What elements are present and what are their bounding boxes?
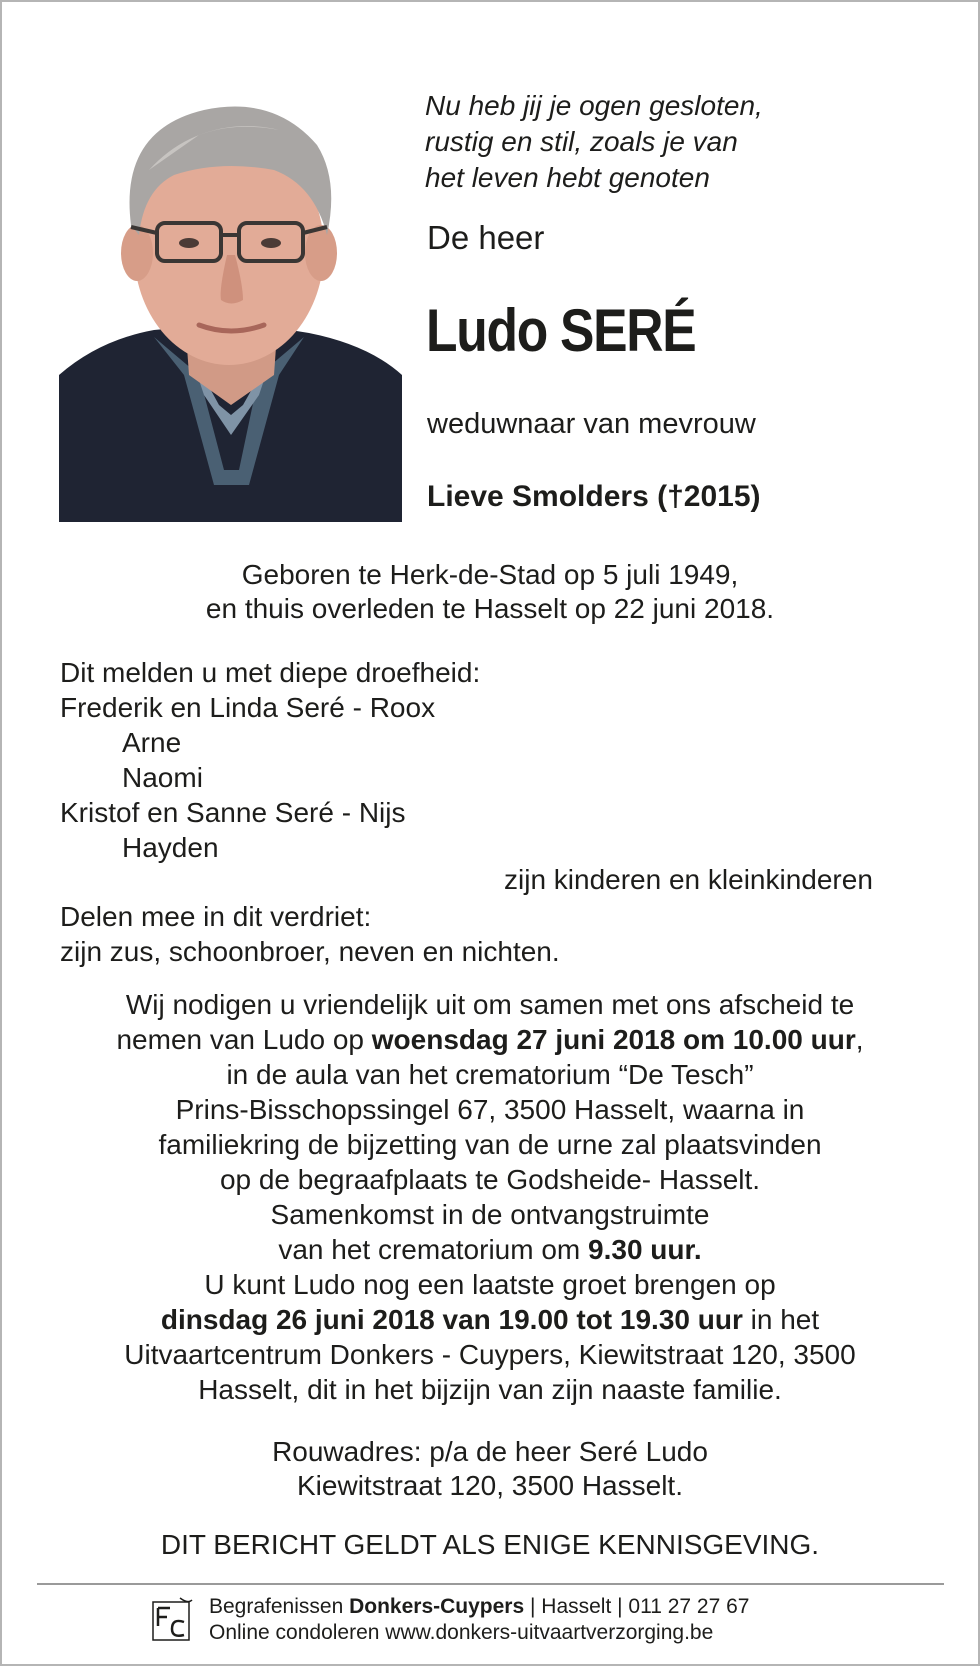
poem-line: Nu heb jij je ogen gesloten, bbox=[425, 90, 763, 121]
family-member: Kristof en Sanne Seré - Nijs bbox=[60, 797, 406, 828]
family-member: Arne bbox=[122, 727, 182, 758]
address-line: Kiewitstraat 120, 3500 Hasselt. bbox=[297, 1470, 683, 1501]
share-grief bbox=[60, 899, 940, 969]
honorific: De heer bbox=[427, 219, 545, 256]
footer-line-2: Online condoleren www.donkers-uitvaartverzorging.be bbox=[209, 1621, 714, 1644]
invite-line bbox=[2, 1232, 978, 1267]
family-member: Frederik en Linda Seré - Roox bbox=[60, 692, 436, 723]
invite-line: in de aula van het crematorium “De Tesch” bbox=[226, 1059, 754, 1090]
invite-text: nemen van Ludo op bbox=[116, 1024, 372, 1055]
gathering-time: 9.30 uur. bbox=[588, 1234, 702, 1265]
share-relatives: zijn zus, schoonbroer, neven en nichten. bbox=[60, 936, 560, 967]
share-intro: Delen mee in dit verdriet: bbox=[60, 901, 372, 932]
invite-line: op de begraafplaats te Godsheide- Hasselt. bbox=[219, 1164, 761, 1195]
invite-line: Uitvaartcentrum Donkers - Cuypers, Kiewitstraat 120, 3500 bbox=[124, 1339, 856, 1370]
footer-line-1 bbox=[209, 1594, 750, 1620]
invite-line: Prins-Bisschopssingel 67, 3500 Hasselt, waarna in bbox=[175, 1094, 805, 1125]
funeral-home-name: Donkers-Cuypers bbox=[349, 1595, 525, 1618]
portrait-photo bbox=[59, 75, 402, 522]
invite-text: , bbox=[855, 1024, 864, 1055]
widow-line: weduwnaar van mevrouw bbox=[427, 408, 756, 440]
funeral-home-logo-icon bbox=[150, 1596, 194, 1644]
family-member: Naomi bbox=[122, 762, 203, 793]
family-member: Hayden bbox=[122, 832, 219, 863]
invite-line: Wij nodigen u vriendelijk uit om samen met ons afscheid te bbox=[125, 989, 855, 1020]
invite-line bbox=[2, 1022, 978, 1057]
deceased-name: Ludo SERÉ bbox=[426, 297, 696, 364]
invite-line bbox=[2, 1302, 978, 1337]
footer-contact bbox=[209, 1594, 750, 1646]
portrait-image bbox=[59, 75, 402, 522]
footer-divider bbox=[37, 1583, 944, 1585]
spouse-name: Lieve Smolders (†2015) bbox=[427, 480, 761, 513]
invite-line: Samenkomst in de ontvangstruimte bbox=[270, 1199, 710, 1230]
invite-text: in het bbox=[742, 1304, 820, 1335]
died-line: en thuis overleden te Hasselt op 22 juni 2018. bbox=[205, 593, 775, 624]
invite-line: familiekring de bijzetting van de urne zal plaatsvinden bbox=[158, 1129, 822, 1160]
mourning-address bbox=[2, 1435, 978, 1503]
address-line: Rouwadres: p/a de heer Seré Ludo bbox=[272, 1436, 708, 1467]
born-line: Geboren te Herk-de-Stad op 5 juli 1949, bbox=[241, 559, 739, 590]
funeral-invitation bbox=[2, 987, 978, 1407]
family-announcement bbox=[60, 655, 940, 865]
relationship-note: zijn kinderen en kleinkinderen bbox=[504, 864, 873, 895]
poem bbox=[425, 88, 945, 196]
visitation-date: dinsdag 26 juni 2018 van 19.00 tot 19.30 uur bbox=[160, 1304, 743, 1335]
ceremony-date: woensdag 27 juni 2018 om 10.00 uur bbox=[371, 1024, 856, 1055]
footer-text: | Hasselt | 011 27 27 67 bbox=[524, 1595, 750, 1618]
invite-text: van het crematorium om bbox=[278, 1234, 589, 1265]
notice-statement: DIT BERICHT GELDT ALS ENIGE KENNISGEVING. bbox=[160, 1529, 820, 1560]
footer-text: Begrafenissen bbox=[209, 1595, 350, 1618]
announce-intro: Dit melden u met diepe droefheid: bbox=[60, 657, 481, 688]
birth-death-info bbox=[2, 558, 978, 626]
invite-line: Hasselt, dit in het bijzijn van zijn naaste familie. bbox=[198, 1374, 782, 1405]
invite-line: U kunt Ludo nog een laatste groet brengen op bbox=[204, 1269, 776, 1300]
poem-line: rustig en stil, zoals je van bbox=[425, 126, 738, 157]
poem-line: het leven hebt genoten bbox=[425, 162, 710, 193]
